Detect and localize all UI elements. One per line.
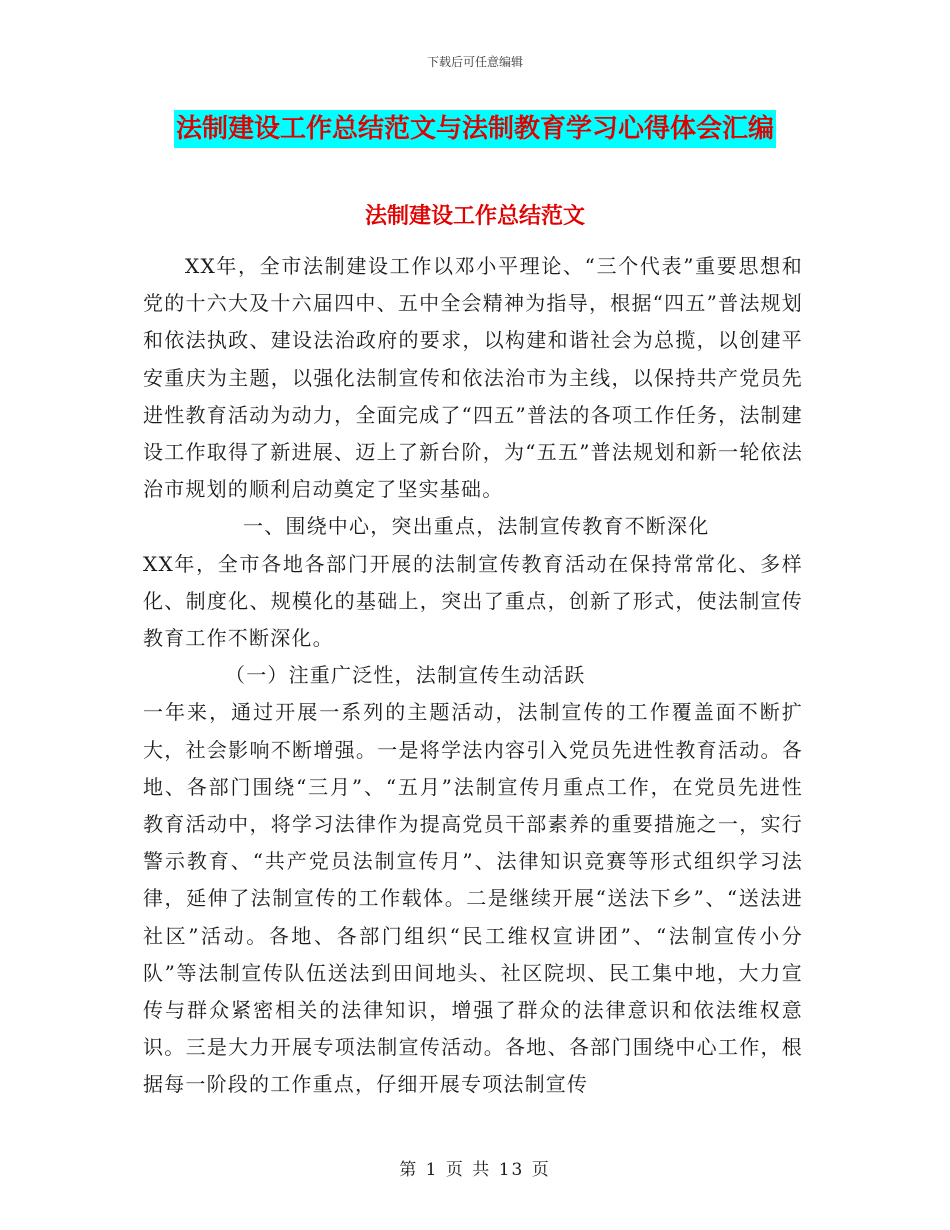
heading-level-1: 一、围绕中心，突出重点，法制宣传教育不断深化 (243, 514, 710, 539)
page-number-footer: 第 1 页 共 13 页 (399, 1160, 551, 1180)
section-title: 法制建设工作总结范文 (364, 204, 585, 229)
document-body (143, 248, 803, 1104)
header-note: 下载后可任意编辑 (426, 55, 523, 69)
paragraph-overview: XX年，全市各地各部门开展的法制宣传教育活动在保持常常化、多样化、制度化、规模化的基础上，突出了重点，创新了形式，使法制宣传教育工作不断深化。 (143, 551, 803, 651)
paragraph-intro: XX年，全市法制建设工作以邓小平理论、“三个代表”重要思想和党的十六大及十六届四中、五中全会精神为指导，根据“四五”普法规划和依法执政、建设法治政府的要求，以构建和谐社会为总揽，以创建平安重庆为主题，以强化法制宣传和依法治市为主线，以保持共产党员先进性教育活动为动力，全面完成了“四五”普法的各项工作任务，法制建设工作取得了新进展、迈上了新台阶，为“五五”普法规划和新一轮依法治市规划的顺利启动奠定了坚实基础。 (143, 254, 803, 502)
main-title: 法制建设工作总结范文与法制教育学习心得体会汇编 (174, 110, 776, 148)
paragraph-detail: 一年来，通过开展一系列的主题活动，法制宣传的工作覆盖面不断扩大，社会影响不断增强。一是将学法内容引入党员先进性教育活动。各地、各部门围绕“三月”、“五月”法制宣传月重点工作，在党员先进性教育活动中，将学习法律作为提高党员干部素养的重要措施之一，实行警示教育、“共产党员法制宣传月”、法律知识竞赛等形式组织学习法律，延伸了法制宣传的工作载体。二是继续开展“送法下乡”、“送法进社区”活动。各地、各部门组织“民工维权宣讲团”、“法制宣传小分队”等法制宣传队伍送法到田间地头、社区院坝、民工集中地，大力宣传与群众紧密相关的法律知识，增强了群众的法律意识和依法维权意识。三是大力开展专项法制宣传活动。各地、各部门围绕中心工作，根据每一阶段的工作重点，仔细开展专项法制宣传 (143, 700, 803, 1097)
main-title-wrap (0, 110, 950, 148)
heading-level-2: （一）注重广泛性，法制宣传生动活跃 (225, 663, 586, 688)
